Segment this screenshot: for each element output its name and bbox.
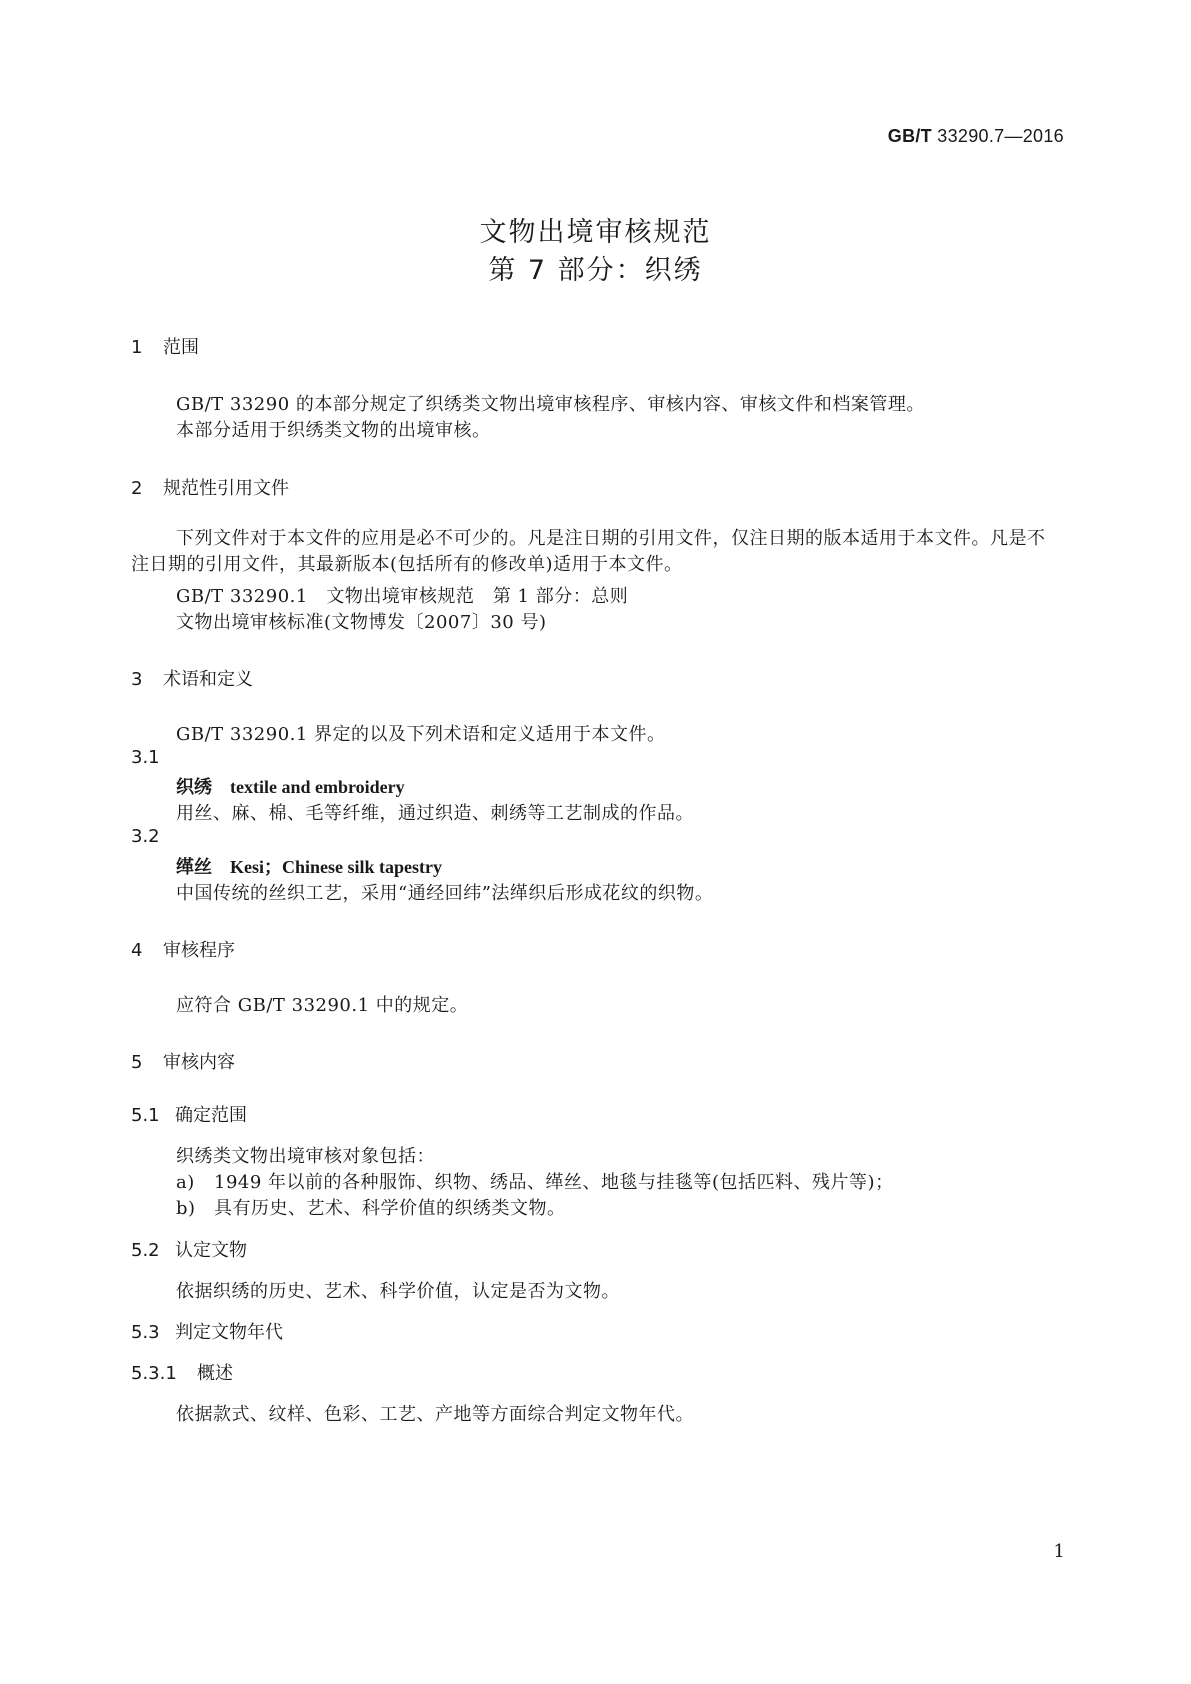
subsection-number: 5.2 bbox=[131, 1240, 160, 1261]
section-title: 范围 bbox=[163, 337, 199, 358]
subsection-5-3-1-heading bbox=[131, 1359, 233, 1385]
section-4-paragraph-1: 应符合 GB/T 33290.1 中的规定。 bbox=[176, 995, 469, 1016]
section-title: 审核程序 bbox=[163, 940, 235, 961]
standard-code bbox=[888, 126, 1064, 147]
standard-code-prefix: GB/T bbox=[887, 126, 932, 146]
term-3-1 bbox=[176, 773, 405, 799]
section-2-paragraph-1: 下列文件对于本文件的应用是必不可少的。凡是注日期的引用文件，仅注日期的版本适用于本文件。凡是不注日期的引用文件，其最新版本(包括所有的修改单)适用于本文件。 bbox=[131, 528, 1046, 575]
term-3-2-number: 3.2 bbox=[131, 826, 160, 847]
term-3-1-number: 3.1 bbox=[131, 747, 160, 768]
subsection-title: 认定文物 bbox=[175, 1240, 247, 1261]
term-english: Kesi；Chinese silk tapestry bbox=[230, 857, 443, 877]
page-number: 1 bbox=[1053, 1541, 1065, 1562]
section-1-heading bbox=[131, 333, 199, 359]
list-item-label: b) bbox=[176, 1198, 196, 1219]
subsection-number: 5.1 bbox=[131, 1105, 160, 1126]
subsection-5-2-paragraph: 依据织绣的历史、艺术、科学价值，认定是否为文物。 bbox=[176, 1281, 620, 1302]
section-3-paragraph-1: GB/T 33290.1 界定的以及下列术语和定义适用于本文件。 bbox=[176, 724, 666, 745]
normative-reference-2: 文物出境审核标准(文物博发〔2007〕30 号) bbox=[176, 612, 547, 633]
document-title: 文物出境审核规范 bbox=[479, 217, 712, 248]
subsection-title: 判定文物年代 bbox=[175, 1322, 283, 1343]
section-5-heading bbox=[131, 1048, 235, 1074]
standard-code-number: 33290.7—2016 bbox=[937, 126, 1064, 146]
subsection-5-3-1-paragraph: 依据款式、纹样、色彩、工艺、产地等方面综合判定文物年代。 bbox=[176, 1404, 694, 1425]
section-title: 审核内容 bbox=[163, 1052, 235, 1073]
section-number: 1 bbox=[131, 337, 143, 358]
term-3-1-definition: 用丝、麻、棉、毛等纤维，通过织造、刺绣等工艺制成的作品。 bbox=[176, 803, 694, 824]
subsection-5-1-paragraph: 织绣类文物出境审核对象包括： bbox=[176, 1146, 435, 1167]
subsection-number: 5.3 bbox=[131, 1322, 160, 1343]
section-title: 术语和定义 bbox=[163, 669, 253, 690]
subsection-number: 5.3.1 bbox=[131, 1363, 177, 1384]
term-chinese: 缂丝 bbox=[176, 857, 212, 878]
document-subtitle: 第 7 部分：织绣 bbox=[488, 255, 703, 286]
subsection-5-2-heading bbox=[131, 1236, 247, 1262]
section-title: 规范性引用文件 bbox=[163, 478, 289, 499]
term-chinese: 织绣 bbox=[176, 777, 212, 798]
section-3-heading bbox=[131, 665, 253, 691]
section-number: 3 bbox=[131, 669, 143, 690]
section-number: 2 bbox=[131, 478, 143, 499]
subsection-title: 概述 bbox=[197, 1363, 233, 1384]
section-4-heading bbox=[131, 936, 235, 962]
term-english: textile and embroidery bbox=[230, 777, 405, 797]
term-3-2-definition: 中国传统的丝织工艺，采用“通经回纬”法缂织后形成花纹的织物。 bbox=[176, 883, 714, 904]
list-item-text: 1949 年以前的各种服饰、织物、绣品、缂丝、地毯与挂毯等(包括匹料、残片等)； bbox=[214, 1172, 894, 1193]
normative-reference-1: GB/T 33290.1 文物出境审核规范 第 1 部分：总则 bbox=[176, 586, 629, 607]
section-number: 5 bbox=[131, 1052, 143, 1073]
subsection-5-1-heading bbox=[131, 1101, 247, 1127]
section-2-heading bbox=[131, 474, 289, 500]
section-1-paragraph-1: GB/T 33290 的本部分规定了织绣类文物出境审核程序、审核内容、审核文件和档案管理。 bbox=[176, 394, 925, 415]
section-1-paragraph-2: 本部分适用于织绣类文物的出境审核。 bbox=[176, 420, 491, 441]
list-item-label: a) bbox=[176, 1172, 195, 1193]
subsection-5-3-heading bbox=[131, 1318, 283, 1344]
term-3-2 bbox=[176, 853, 442, 879]
list-item bbox=[176, 1168, 894, 1194]
subsection-title: 确定范围 bbox=[175, 1105, 247, 1126]
list-item bbox=[176, 1194, 566, 1220]
section-number: 4 bbox=[131, 940, 143, 961]
list-item-text: 具有历史、艺术、科学价值的织绣类文物。 bbox=[214, 1198, 566, 1219]
